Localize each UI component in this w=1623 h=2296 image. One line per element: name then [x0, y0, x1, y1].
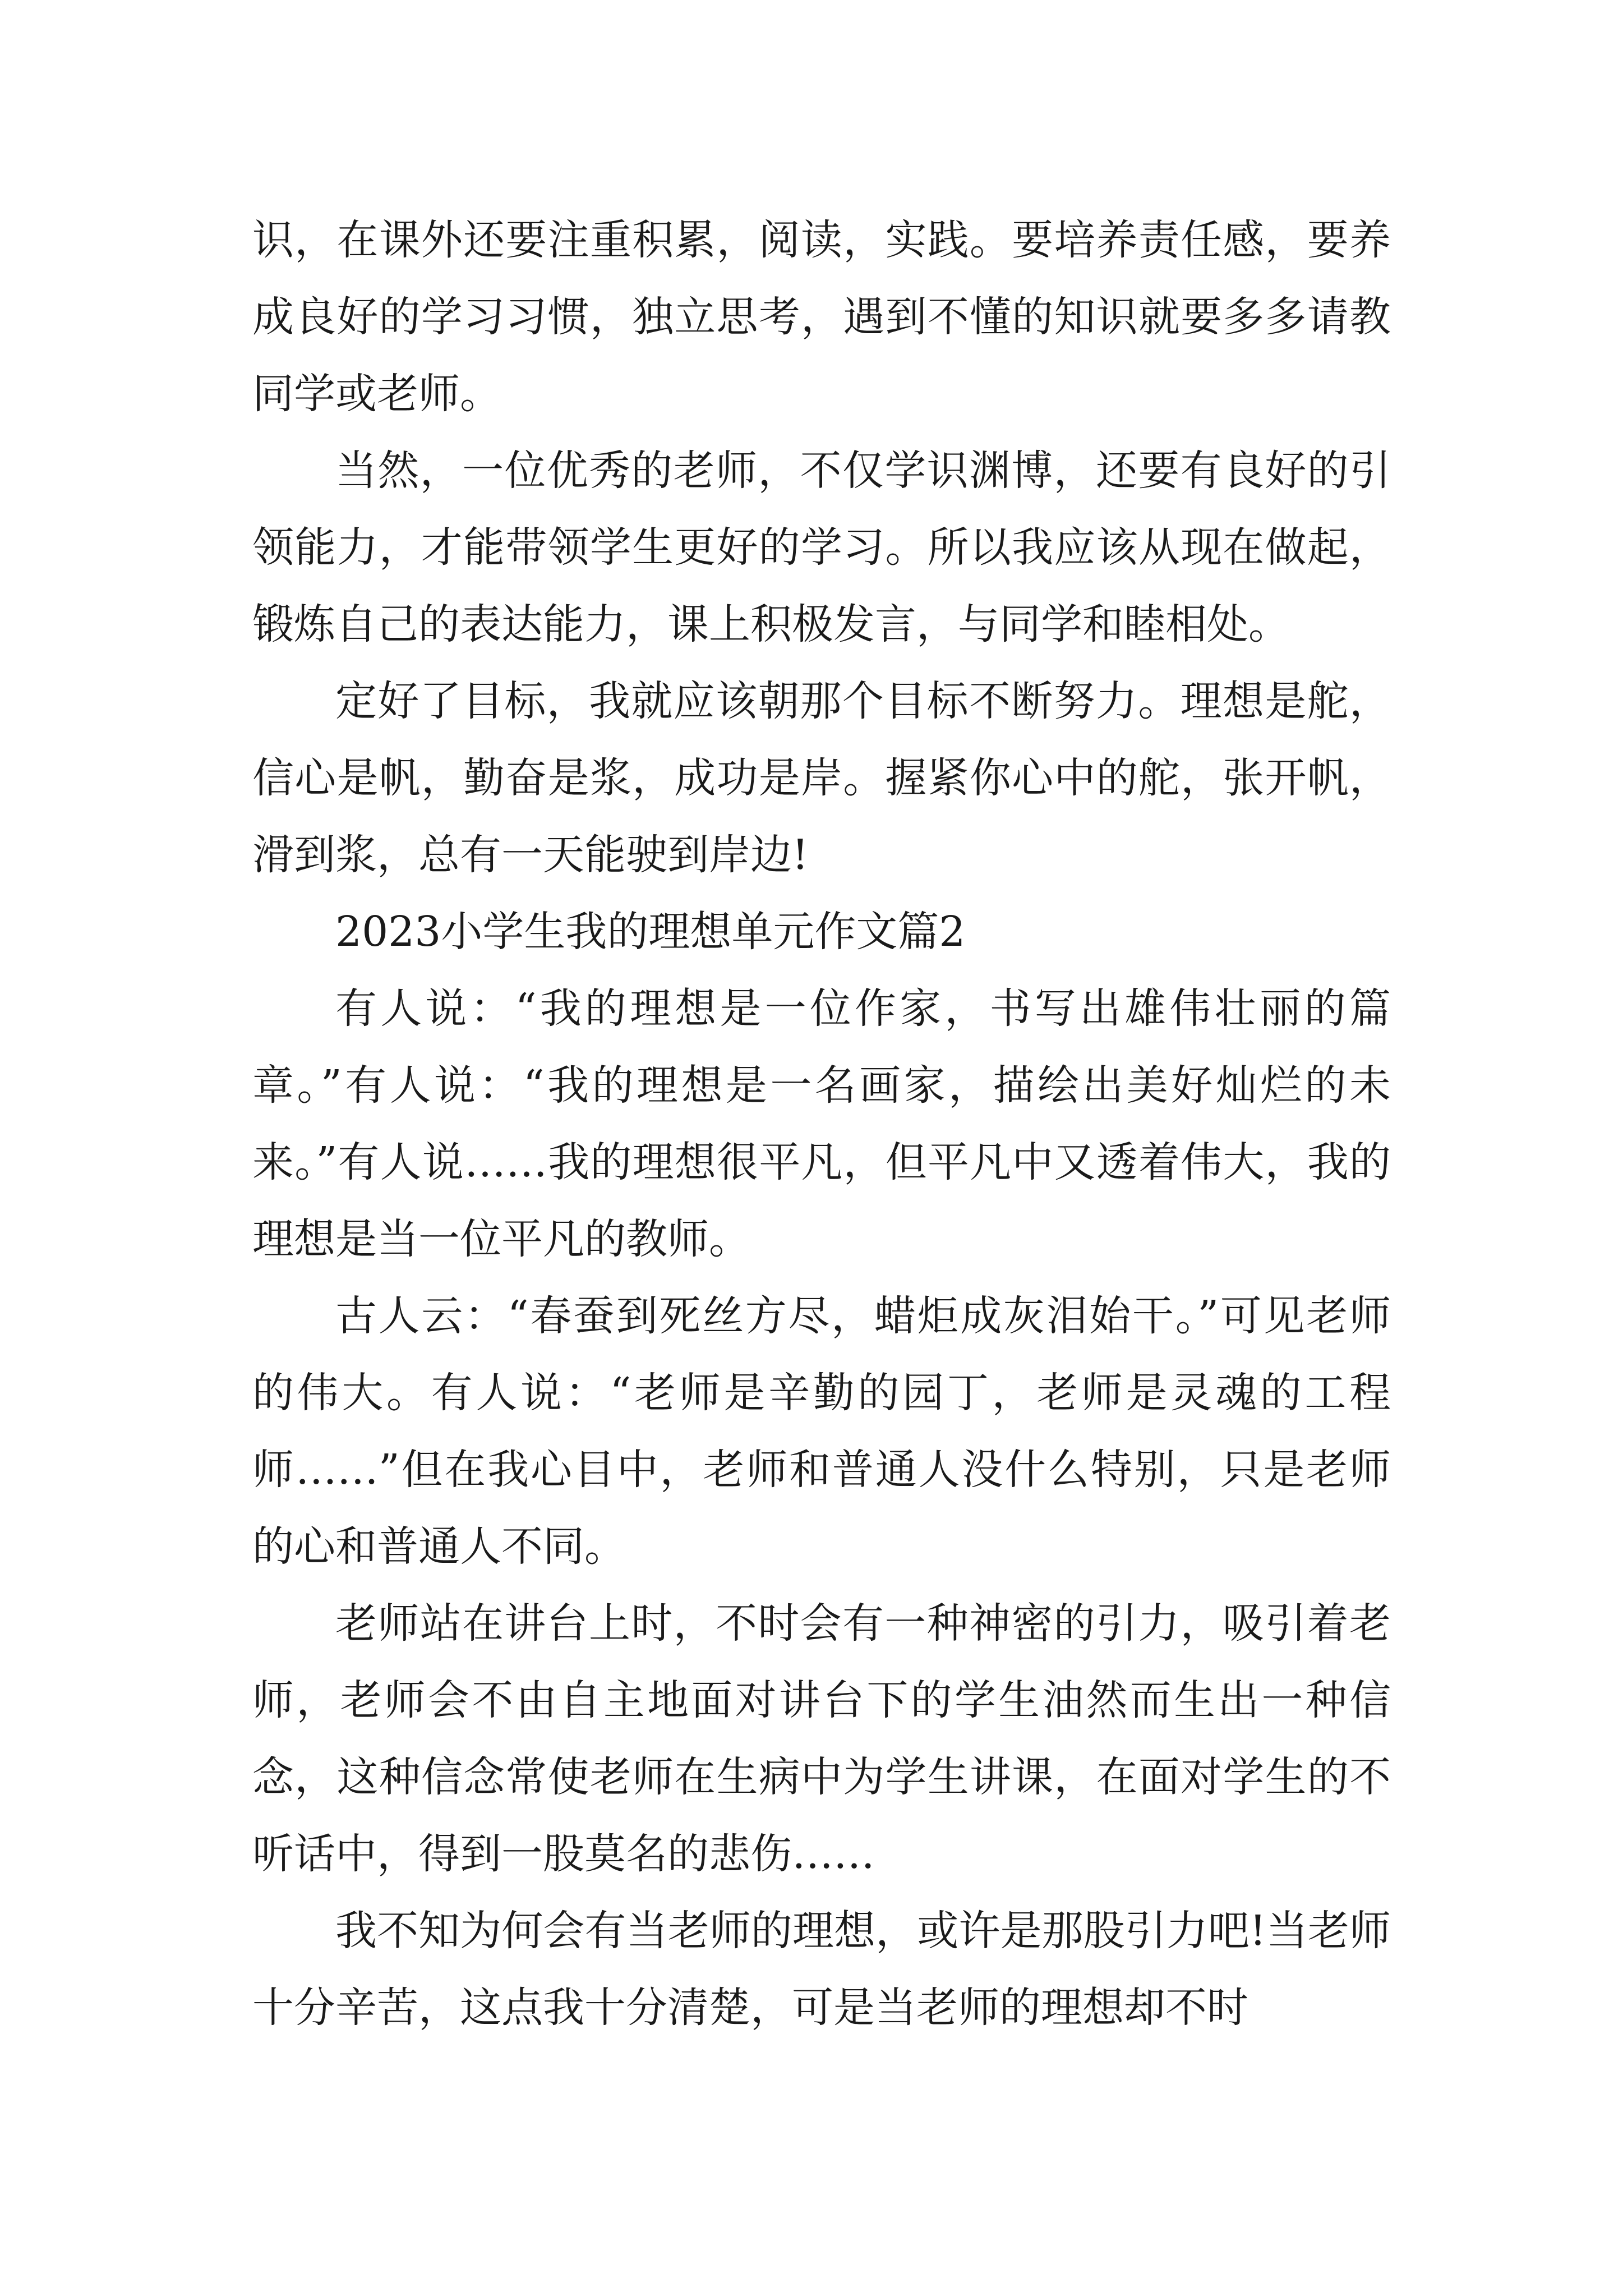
paragraph-1: 识，在课外还要注重积累，阅读，实践。要培养责任感，要养成良好的学习习惯，独立思考，遇到不懂的知识就要多多请教同学或老师。: [252, 216, 1391, 418]
document-body: [252, 202, 1391, 2046]
section-heading: 2023小学生我的理想单元作文篇2: [335, 908, 966, 956]
paragraph-3: 定好了目标，我就应该朝那个目标不断努力。理想是舵，信心是帆，勤奋是浆，成功是岸。握紧你心中的舵，张开帆，滑到浆，总有一天能驶到岸边!: [252, 677, 1391, 879]
paragraph-5: 古人云：“春蚕到死丝方尽，蜡炬成灰泪始干。”可见老师的伟大。有人说：“老师是辛勤的园丁，老师是灵魂的工程师……”但在我心目中，老师和普通人没什么特别，只是老师的心和普通人不同。: [252, 1292, 1391, 1571]
paragraph-4: 有人说：“我的理想是一位作家，书写出雄伟壮丽的篇章。”有人说：“我的理想是一名画家，描绘出美好灿烂的未来。”有人说……我的理想很平凡，但平凡中又透着伟大，我的理想是当一位平凡的教师。: [252, 984, 1391, 1263]
paragraph-6: 老师站在讲台上时，不时会有一种神密的引力，吸引着老师，老师会不由自主地面对讲台下的学生油然而生出一种信念，这种信念常使老师在生病中为学生讲课，在面对学生的不听话中，得到一股莫名的悲伤……: [252, 1599, 1391, 1878]
paragraph-7: 我不知为何会有当老师的理想，或许是那股引力吧!当老师十分辛苦，这点我十分清楚，可是当老师的理想却不时: [252, 1907, 1391, 2032]
paragraph-2: 当然，一位优秀的老师，不仅学识渊博，还要有良好的引领能力，才能带领学生更好的学习。所以我应该从现在做起，锻炼自己的表达能力，课上积极发言，与同学和睦相处。: [252, 447, 1391, 648]
